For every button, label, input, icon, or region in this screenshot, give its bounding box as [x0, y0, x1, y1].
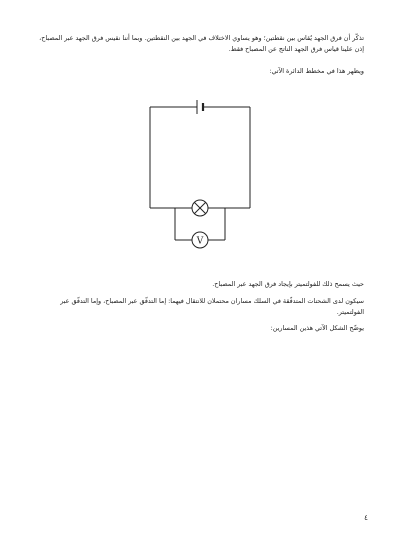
explanation-paragraph: حيث يسمح ذلك للفولتميتر بإيجاد فرق الجهد عبر المصباح. [212, 280, 364, 288]
circuit-diagram [140, 95, 260, 255]
page-number: ٤ [364, 514, 368, 522]
paths-paragraph: سيكون لدى الشحنات المتدفّقة في السلك مساران محتملان للانتقال فيهما: إما التدفّق عبر المصباح، وإما التدفّق عبر الفولتميتر. [60, 297, 364, 316]
voltmeter-label: V [196, 236, 204, 247]
voltmeter-icon [192, 232, 208, 248]
diagram-caption: ويظهر هذا في مخطط الدائرة الآتي: [269, 67, 364, 75]
figure-intro-paragraph: يوضّح الشكل الآتي هذين المسارين: [270, 324, 364, 332]
wire-loop [150, 107, 250, 208]
intro-paragraph: تذكّر أن فرق الجهد يُقاس بين نقطتين؛ وهو يساوي الاختلاف في الجهد بين النقطتين. وبما أننا نقيس فرق الجهد عبر المصباح، إذن علينا قياس فرق الجهد الناتج عن المصباح فقط. [39, 34, 364, 53]
lamp-icon [192, 200, 208, 216]
battery-icon [197, 100, 203, 114]
